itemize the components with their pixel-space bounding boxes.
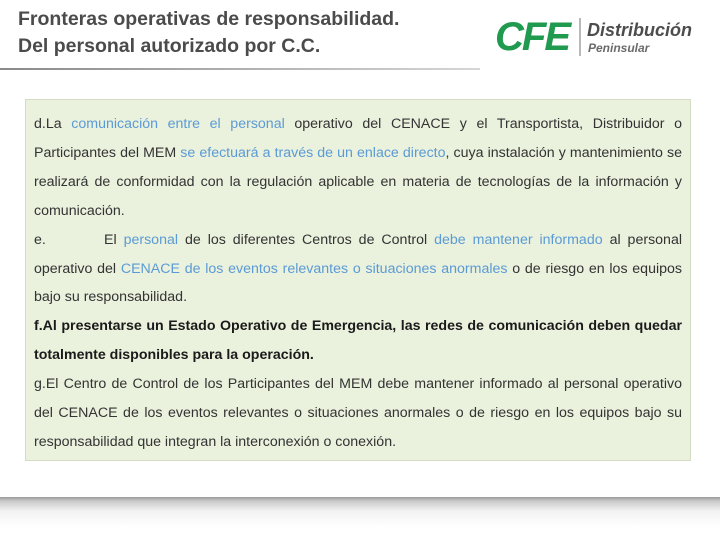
- logo-name: Distribución: [587, 20, 693, 40]
- paragraph-e-text-2: de los diferentes Centros de Control: [178, 231, 435, 248]
- paragraph-d-highlight-2: se efectuará a través de un enlace directo: [180, 144, 446, 161]
- paragraph-e-text-3: al personal operativo del: [34, 231, 682, 277]
- paragraph-d-highlight-1: comunicación entre el personal: [71, 116, 285, 132]
- logo-brand: CFE: [495, 15, 569, 59]
- footer-band: [0, 497, 720, 540]
- title-line-1: Fronteras operativas de responsabilidad.: [18, 8, 400, 30]
- paragraph-e-highlight-1: personal: [123, 231, 179, 248]
- cfe-logo: [495, 12, 717, 64]
- slide-title: [18, 6, 488, 60]
- paragraph-e-text-4: o de riesgo en los equipos bajo su responsabilidad.: [34, 260, 682, 306]
- paragraph-d-text-2: operativo del CENACE y el Transportista, Distribuidor o Participantes del MEM: [34, 116, 682, 161]
- logo-divider: [579, 18, 581, 56]
- paragraph-d-text-1: d.La: [34, 116, 72, 132]
- title-line-2: Del personal autorizado por C.C.: [18, 35, 321, 57]
- paragraph-f: f.Al presentarse un Estado Operativo de Emergencia, las redes de comunicación deben quedar totalmente disponibles para la operación.: [34, 318, 682, 364]
- paragraph-e-highlight-2: debe mantener informado: [434, 231, 603, 248]
- title-underline: [0, 68, 480, 70]
- paragraph-d-text-3: , cuya instalación y mantenimiento se realizará de conformidad con la regulación aplicable en materia de tecnologías de la información y comunicación.: [34, 144, 682, 219]
- paragraph-g: g.El Centro de Control de los Participantes del MEM debe mantener informado al personal operativo del CENACE de los eventos relevantes o situaciones anormales o de riesgo en los equipos bajo su responsabilidad que integran la interconexión o conexión.: [34, 376, 682, 450]
- logo-region: Peninsular: [588, 41, 650, 55]
- paragraph-d: [34, 110, 682, 226]
- paragraph-e-highlight-3: CENACE de los eventos relevantes o situaciones anormales: [120, 260, 508, 277]
- paragraph-e-letter: e.: [34, 231, 46, 248]
- paragraph-e: [34, 226, 682, 313]
- content-box: [25, 99, 691, 461]
- paragraph-e-text-1: El: [104, 231, 124, 248]
